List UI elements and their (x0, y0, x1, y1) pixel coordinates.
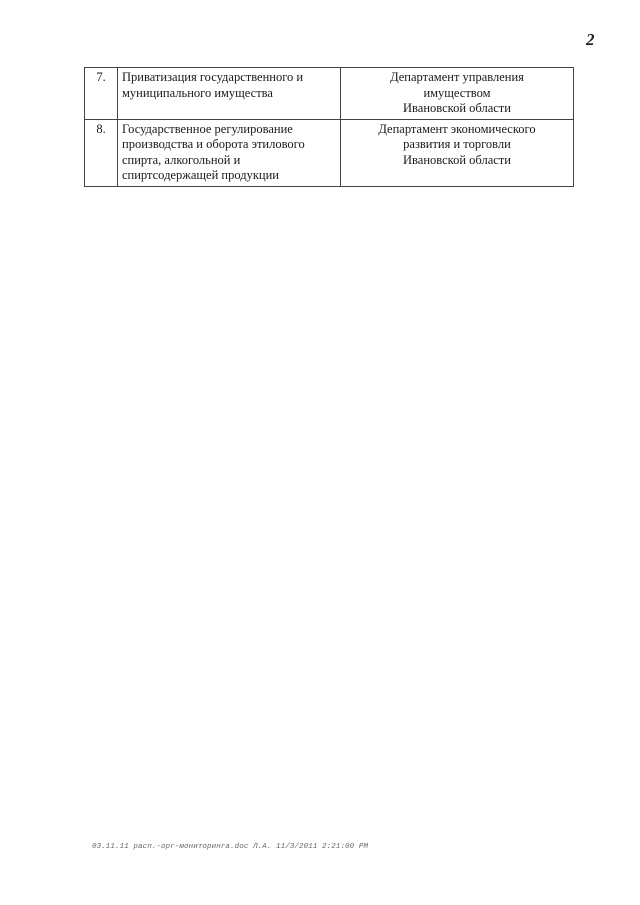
department-line: Ивановской области (403, 101, 511, 115)
row-department (341, 119, 574, 186)
department-line: Департамент управления (390, 70, 524, 84)
subject-line: муниципального имущества (122, 85, 273, 100)
responsibility-table (84, 67, 574, 187)
subject-line: производства и оборота этилового (122, 137, 305, 151)
subject-line: спиртсодержащей продукции (122, 168, 279, 182)
department-line: Департамент экономического (378, 121, 536, 136)
row-number: 7. (85, 68, 118, 120)
page-number: 2 (586, 30, 595, 49)
row-department (341, 68, 574, 120)
subject-line: Государственное регулирование (122, 121, 293, 136)
row-number: 8. (85, 119, 118, 186)
document-footer: 03.11.11 расп.-орг-мониторинга.doc Л.А. 11/3/2011 2:21:00 PM (92, 843, 369, 851)
subject-line: спирта, алкогольной и (122, 152, 241, 167)
department-line: развития и торговли (403, 137, 511, 151)
table-row (85, 119, 574, 186)
department-line: Ивановской области (403, 152, 511, 167)
row-subject (118, 119, 341, 186)
subject-line: Приватизация государственного и (122, 70, 304, 84)
table-row (85, 68, 574, 120)
row-subject (118, 68, 341, 120)
department-line: имуществом (423, 85, 491, 100)
